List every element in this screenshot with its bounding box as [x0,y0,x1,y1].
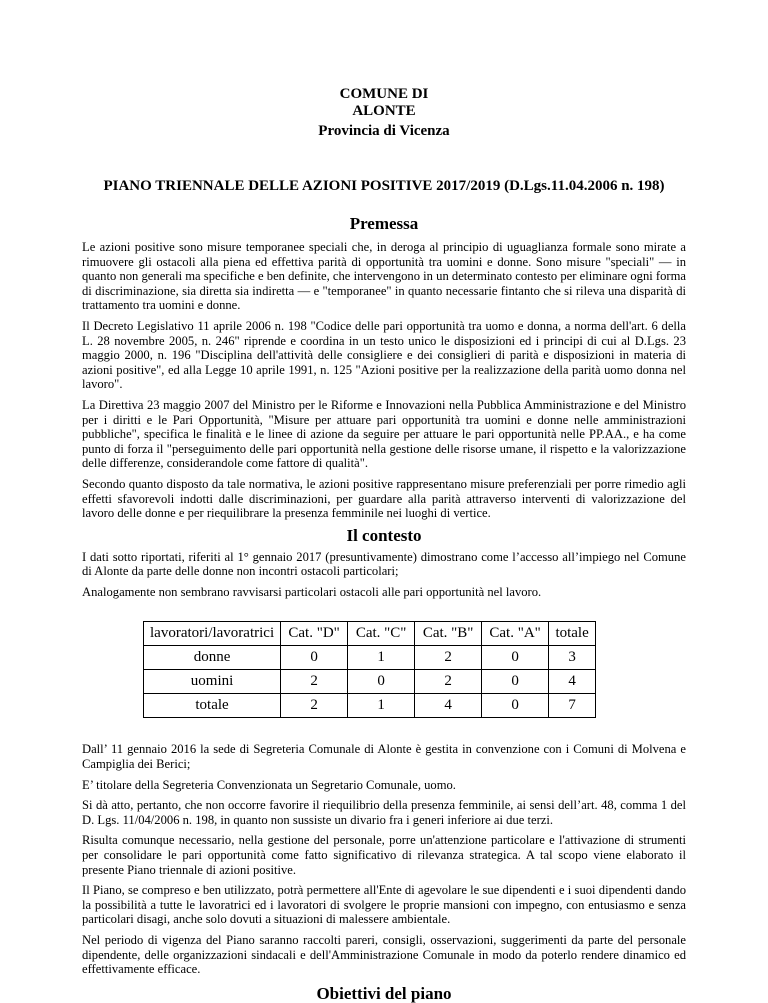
premessa-paragraph-4: Secondo quanto disposto da tale normativa, le azioni positive rappresentano misure preferenziali per porre rimedio agli effetti sfavorevoli indotti dalle discriminazioni, per guardare alla parità attraverso interventi di valorizzazione del lavoro delle donne e per riequilibrare la presenza femminile nei luoghi di vertice. [82,476,686,521]
contesto-paragraph-2: Analogamente non sembrano ravvisarsi particolari ostacoli alle pari opportunità nel lavoro. [82,584,542,599]
table-cell: 0 [482,670,549,694]
contesto-after-paragraph-5: Il Piano, se compreso e ben utilizzato, potrà permettere all'Ente di agevolare le sue dipendenti e i suoi dipendenti dando la possibilità a tutte le lavoratrici ed i lavoratori di svolgere le proprie mansioni con impegno, con entusiasmo e senza particolari disagi, anche solo dovuti a situazioni di malessere ambientale. [82,883,686,927]
plan-title: PIANO TRIENNALE DELLE AZIONI POSITIVE 2017/2019 (D.Lgs.11.04.2006 n. 198) [103,178,665,194]
contesto-after-paragraph-1: Dall’ 11 gennaio 2016 la sede di Segreteria Comunale di Alonte è gestita in convenzione con i Comuni di Molvena e Campiglia dei Berici; [82,742,686,772]
table-cell: 1 [348,694,415,718]
document-header [82,86,686,140]
table-cell: 3 [549,646,596,670]
contesto-after-paragraph-2: E’ titolare della Segreteria Convenzionata un Segretario Comunale, uomo. [82,777,456,792]
table-row [144,646,596,670]
premessa-paragraph-2: Il Decreto Legislativo 11 aprile 2006 n. 198 "Codice delle pari opportunità tra uomo e donna, a norma dell'art. 6 della L. 28 novembre 2005, n. 246" riprende e coordina in un testo unico le disposizioni ed i principi di cui al D.Lgs. 23 maggio 2000, n. 196 "Disciplina dell'attività delle consigliere e dei consiglieri di parità e disposizioni in materia di azioni positive", ed alla Legge 10 aprile 1991, n. 125 "Azioni positive per la realizzazione della parità uomo donna nel lavoro". [82,318,686,392]
section-title-obiettivi: Obiettivi del piano [316,983,452,1003]
header-comune: COMUNE DI [339,86,429,102]
table-cell: totale [144,694,281,718]
header-province: Provincia di Vicenza [318,123,450,139]
table-cell: 0 [281,646,348,670]
table-cell: 2 [281,694,348,718]
table-header-cell: Cat. "D" [281,622,348,646]
table-cell: 4 [549,670,596,694]
table-cell: uomini [144,670,281,694]
contesto-after-paragraph-4: Risulta comunque necessario, nella gestione del personale, porre un'attenzione particolare e l'attivazione di strumenti per consolidare le pari opportunità come fatto significativo di rilevanza strategica. A tal scopo viene elaborato il presente Piano triennale di azioni positive. [82,833,686,877]
premessa-paragraph-3: La Direttiva 23 maggio 2007 del Ministro per le Riforme e Innovazioni nella Pubblica Amministrazione e del Ministro per i diritti e le Pari Opportunità, "Misure per attuare pari opportunità tra uomini e donne nelle amministrazioni pubbliche", specifica le finalità e le linee di azione da seguire per attuare le pari opportunità nelle PP.AA., e ha come punto di forza il "perseguimento delle pari opportunità nella gestione delle risorse umane, il rispetto e la valorizzazione delle differenze, considerandole come fattore di qualità". [82,397,686,471]
contesto-after-paragraph-6: Nel periodo di vigenza del Piano saranno raccolti pareri, consigli, osservazioni, suggerimenti da parte del personale dipendente, delle organizzazioni sindacali e dell'Amministrazione Comunale in modo da poterlo rendere dinamico ed effettivamente efficace. [82,933,686,977]
table-cell: 0 [482,694,549,718]
contesto-after-paragraph-3: Si dà atto, pertanto, che non occorre favorire il riequilibrio della presenza femminile, ai sensi dell’art. 48, comma 1 del D. Lgs. 11/04/2006 n. 198, in quanto non sussiste un divario fra i generi inferiore ai due terzi. [82,798,686,827]
table-header-cell: Cat. "C" [348,622,415,646]
staff-table [143,621,596,718]
table-header-cell: Cat. "A" [482,622,549,646]
section-title-premessa: Premessa [349,214,419,233]
table-cell: 7 [549,694,596,718]
premessa-paragraph-1: Le azioni positive sono misure temporanee speciali che, in deroga al principio di uguaglianza formale sono mirate a rimuovere gli ostacoli alla piena ed effettiva parità di opportunità tra uomini e donne. Sono misure "speciali" — in quanto non generali ma specifiche e ben definite, che intervengono in un determinato contesto per eliminare ogni forma di discriminazione, sia diretta sia indiretta — e "temporanee" in quanto necessarie fintanto che si rileva una disparità di trattamento tra uomini e donne. [82,240,686,313]
table-cell: 2 [415,670,482,694]
table-cell: donne [144,646,281,670]
table-cell: 2 [415,646,482,670]
table-header-cell: lavoratori/lavoratrici [144,622,281,646]
table-row [144,694,596,718]
table-cell: 1 [348,646,415,670]
table-row [144,670,596,694]
table-cell: 0 [482,646,549,670]
table-cell: 0 [348,670,415,694]
table-header-cell: Cat. "B" [415,622,482,646]
table-cell: 4 [415,694,482,718]
header-town: ALONTE [352,103,416,119]
table-header-row [144,622,596,646]
table-cell: 2 [281,670,348,694]
section-title-contesto: Il contesto [346,525,422,545]
table-header-cell: totale [549,622,596,646]
contesto-paragraph-1: I dati sotto riportati, riferiti al 1° gennaio 2017 (presuntivamente) dimostrano come l’accesso all’impiego nel Comune di Alonte da parte delle donne non incontri ostacoli particolari; [82,549,686,579]
